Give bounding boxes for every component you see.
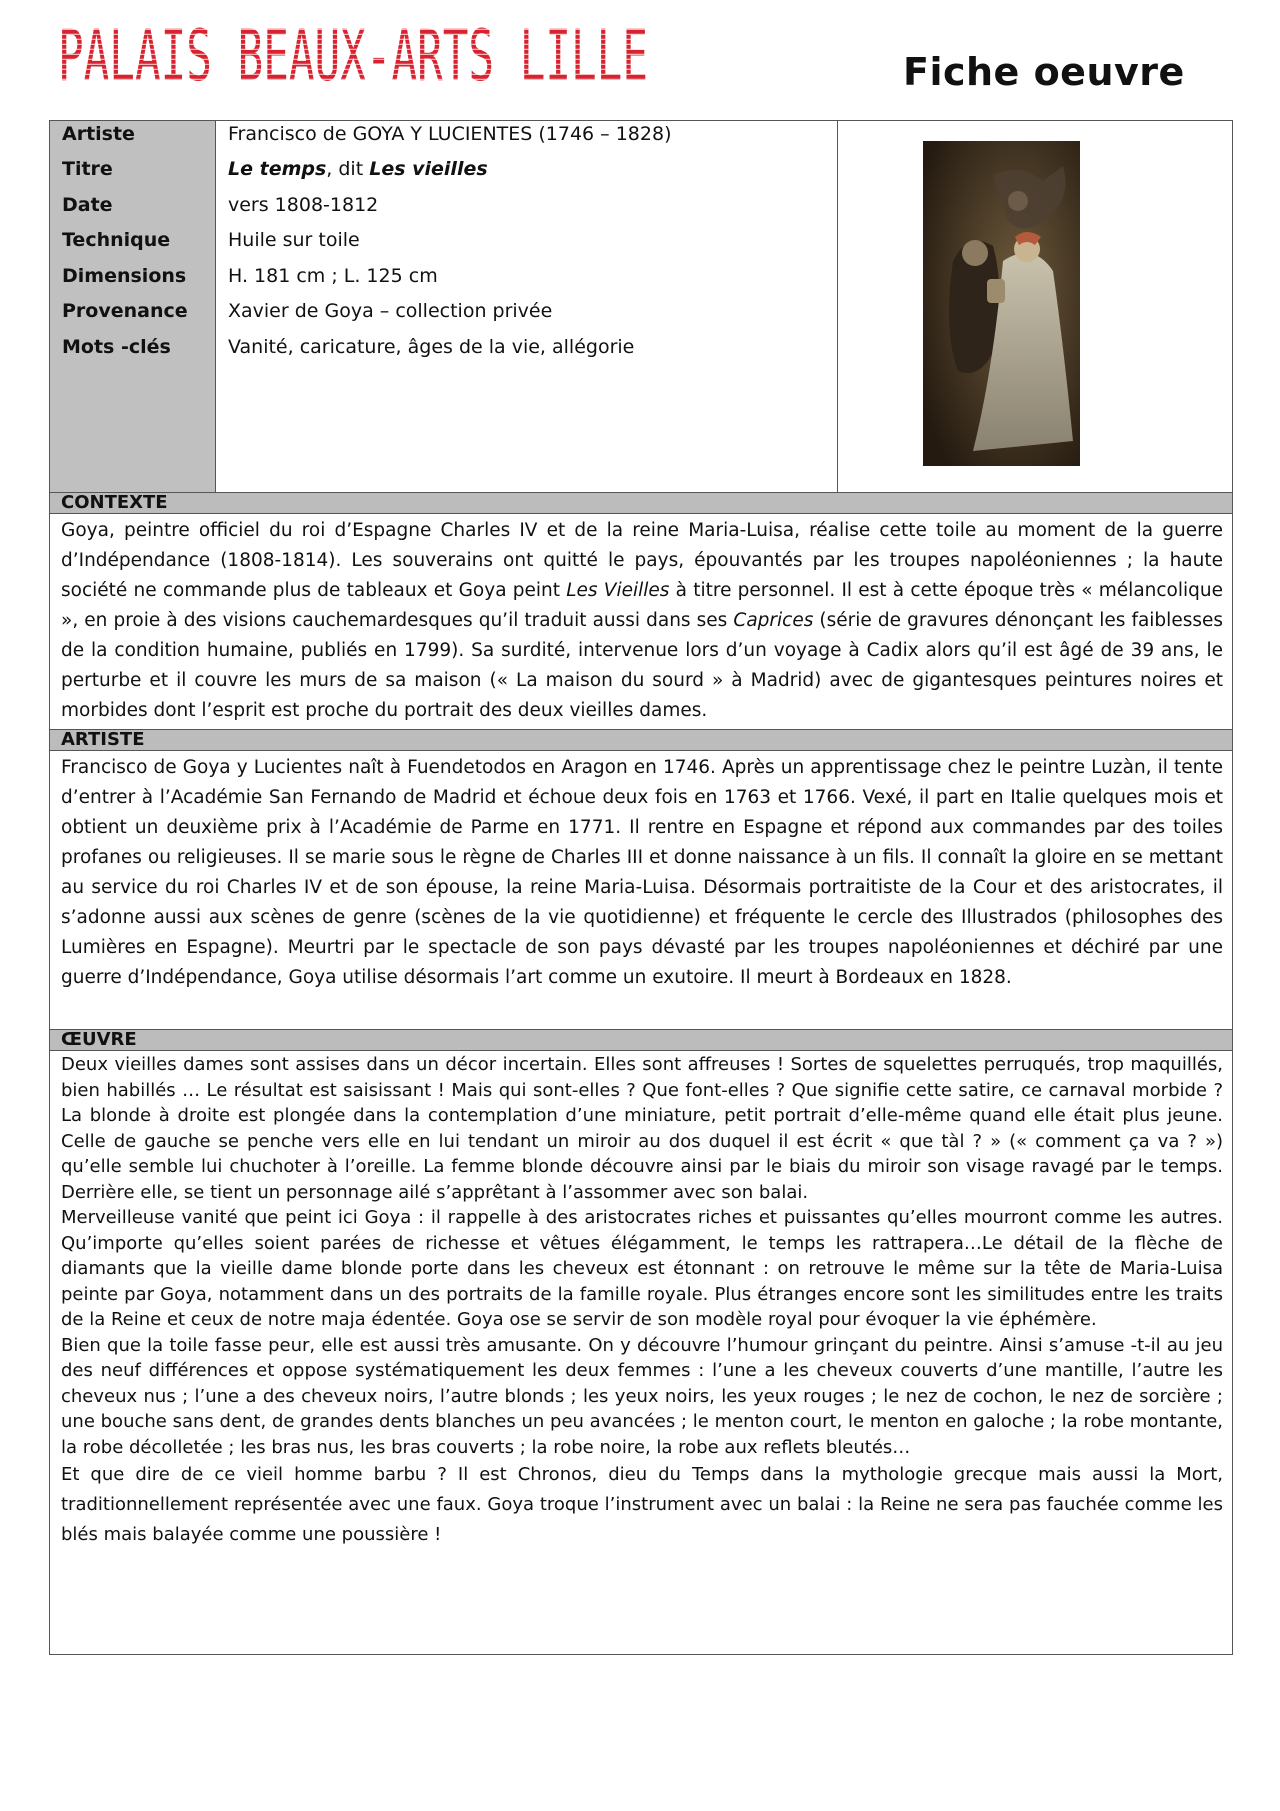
title-part-1: Le temps <box>228 158 327 180</box>
artwork-sheet <box>49 120 1233 1655</box>
value-artiste: Francisco de GOYA Y LUCIENTES (1746 – 1828) <box>228 123 672 145</box>
museum-logo <box>58 14 650 97</box>
document-type-title: Fiche oeuvre <box>903 50 1185 94</box>
value-provenance: Xavier de Goya – collection privée <box>228 300 553 322</box>
label-mots-cles: Mots -clés <box>62 336 171 358</box>
logo-text: PALAIS BEAUX-ARTS LILLE <box>58 14 649 97</box>
contexte-text-2: à titre personnel. Il est à cette époque très « mélancolique », en proie à des visions cauchemardesques qu’il traduit aussi dans ses <box>61 580 1224 631</box>
oeuvre-paragraph: Deux vieilles dames sont assises dans un décor incertain. Elles sont affreuses ! Sortes de squelettes perruqués, trop maquillés, bien habillés … Le résultat est saisissant ! Mais qui sont-elles ? Que font-elles ? Que signifie cette satire, ce carnaval morbide ? La blonde à droite est plongée dans la contemplation d’une miniature, petit portrait d’elle-même quand elle était plus jeune. Celle de gauche se penche vers elle en lui tendant un miroir au dos duquel il est écrit « que tàl ? » (« comment ça va ? ») qu’elle semble lui chuchoter à l’oreille. La femme blonde découvre ainsi par le biais du miroir son visage ravagé par le temps. Derrière elle, se tient un personnage ailé s’apprêtant à l’assommer avec son balai. <box>61 1054 1223 1203</box>
label-artiste: Artiste <box>62 123 135 145</box>
info-labels-column <box>50 121 216 492</box>
section-body-contexte <box>61 516 1223 726</box>
title-part-3: Les vieilles <box>369 158 488 180</box>
oeuvre-paragraph: Merveilleuse vanité que peint ici Goya : il rappelle à des aristocrates riches et puissantes qu’elles mourront comme les autres. Qu’importe qu’elles soient parées de richesse et vêtues élégamment, le temps les rattrapera…Le détail de la flèche de diamants que la vieille dame blonde porte dans les cheveux est étonnant : on retrouve le même sur la tête de Maria-Luisa peinte par Goya, notamment dans un des portraits de la famille royale. Plus étranges encore sont les similitudes entre les traits de la Reine et ceux de notre maja édentée. Goya ose se servir de son modèle royal pour évoquer la vie éphémère. <box>61 1207 1223 1330</box>
label-technique: Technique <box>62 229 171 251</box>
contexte-title-les-vieilles: Les Vieilles <box>566 580 670 601</box>
info-values-column <box>216 121 838 492</box>
value-mots-cles: Vanité, caricature, âges de la vie, allégorie <box>228 336 635 358</box>
label-titre: Titre <box>62 158 113 180</box>
section-body-artiste: Francisco de Goya y Lucientes naît à Fuendetodos en Aragon en 1746. Après un apprentissage chez le peintre Luzàn, il tente d’entrer à l’Académie San Fernando de Madrid et échoue deux fois en 1763 et 1766. Vexé, il part en Italie quelques mois et obtient un deuxième prix à l’Académie de Parme en 1771. Il rentre en Espagne et répond aux commandes par des toiles profanes ou religieuses. Il se marie sous le règne de Charles III et donne naissance à un fils. Il connaît la gloire en se mettant au service du roi Charles IV et de son épouse, la reine Maria-Luisa. Désormais portraitiste de la Cour et des aristocrates, il s’adonne aussi aux scènes de genre (scènes de la vie quotidienne) et fréquente le cercle des Illustrados (philosophes des Lumières en Espagne). Meurtri par le spectacle de son pays dévasté par les troupes napoléoniennes et déchiré par une guerre d’Indépendance, Goya utilise désormais l’art comme un exutoire. Il meurt à Bordeaux en 1828. <box>61 757 1223 988</box>
contexte-text-3: (série de gravures dénonçant les faiblesses de la condition humaine, publiés en 1799). Sa surdité, intervenue lors d’un voyage à Cadix alors qu’il est âgé de 39 ans, le perturbe et il couvre les murs de sa maison (« La maison du sourd » à Madrid) avec de gigantesques peintures noires et morbides dont l’esprit est proche du portrait des deux vieilles dames. <box>61 610 1223 721</box>
value-technique: Huile sur toile <box>228 229 360 251</box>
label-dimensions: Dimensions <box>62 265 187 287</box>
label-date: Date <box>62 194 113 216</box>
value-dimensions: H. 181 cm ; L. 125 cm <box>228 265 438 287</box>
section-heading-artiste: ARTISTE <box>50 729 1232 751</box>
oeuvre-paragraph: Bien que la toile fasse peur, elle est aussi très amusante. On y découvre l’humour grinçant du peintre. Ainsi s’amuse -t-il au jeu des neuf différences et oppose systématiquement les deux femmes : l’une a les cheveux couverts d’une mantille, l’autre les cheveux nus ; l’une a des cheveux noirs, l’autre blonds ; les yeux noirs, les yeux rouges ; le nez de cochon, le nez de sorcière ; une bouche sans dent, de grandes dents blanches un peu avancées ; le menton court, le menton en galoche ; la robe montante, la robe décolletée ; les bras nus, les bras couverts ; la robe noire, la robe aux reflets bleutés… <box>61 1334 1223 1458</box>
painting-thumbnail <box>923 141 1080 466</box>
oeuvre-paragraph: Et que dire de ce vieil homme barbu ? Il est Chronos, dieu du Temps dans la mythologie grecque mais aussi la Mort, traditionnellement représentée avec une faux. Goya troque l’instrument avec un balai : la Reine ne sera pas fauchée comme les blés mais balayée comme une poussière ! <box>61 1464 1223 1545</box>
value-date: vers 1808-1812 <box>228 194 379 216</box>
value-titre <box>228 157 488 192</box>
section-heading-oeuvre: ŒUVRE <box>50 1029 1232 1051</box>
label-provenance: Provenance <box>62 300 188 322</box>
title-part-2: , dit <box>326 158 370 180</box>
contexte-text-1: Goya, peintre officiel du roi d’Espagne Charles IV et de la reine Maria-Luisa, réalise cette toile au moment de la guerre d’Indépendance (1808-1814). Les souverains ont quitté le pays, épouvantés par les troupes napoléoniennes ; la haute société ne commande plus de tableaux et Goya peint <box>61 520 1223 601</box>
contexte-title-caprices: Caprices <box>733 610 814 631</box>
section-heading-contexte: CONTEXTE <box>50 492 1232 514</box>
section-body-oeuvre <box>61 1052 1223 1550</box>
